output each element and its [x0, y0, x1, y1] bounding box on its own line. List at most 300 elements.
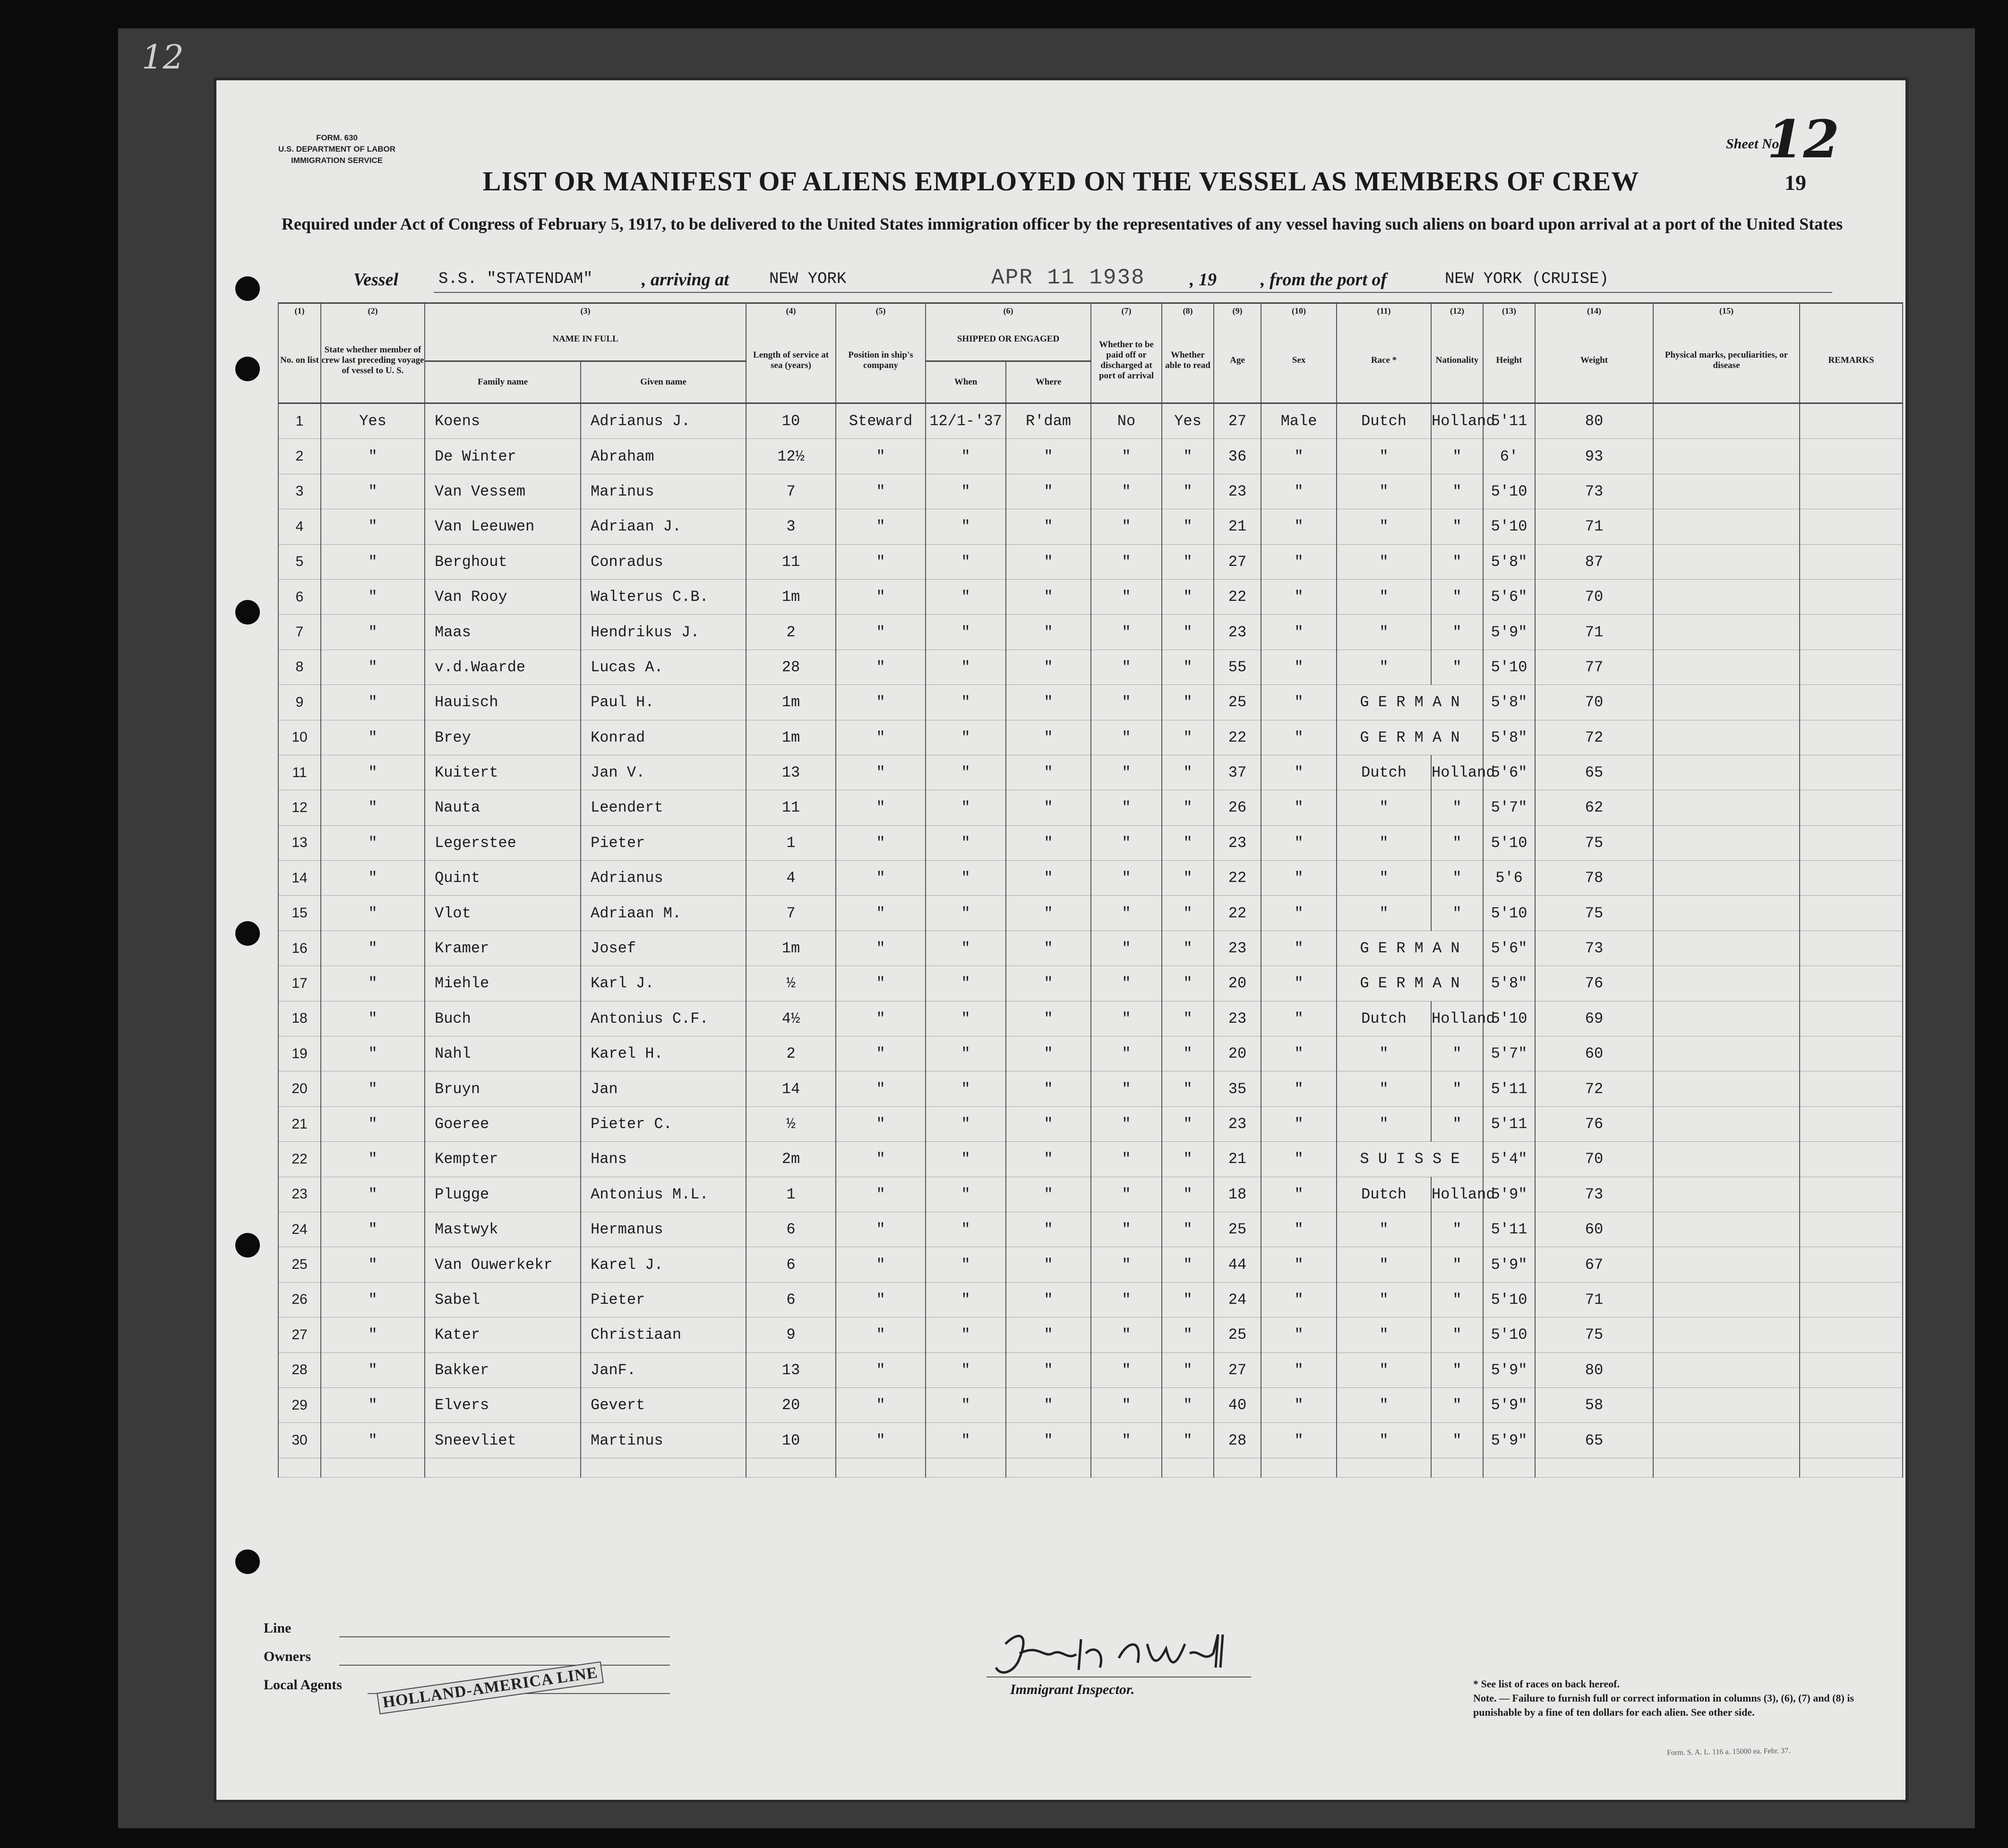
- cell-given-name: Adrianus: [581, 861, 746, 896]
- cell-race: ": [1337, 509, 1431, 544]
- cell-paid-off: ": [1091, 1352, 1162, 1387]
- cell-able-to-read: ": [1162, 966, 1214, 1001]
- cell-physical-marks: [1653, 1423, 1800, 1458]
- cell-age: 23: [1214, 474, 1261, 509]
- cell-member-last-voyage: ": [321, 861, 425, 896]
- cell-given-name: Adriaan M.: [581, 896, 746, 931]
- cell-race: ": [1337, 1352, 1431, 1387]
- punch-hole: [235, 600, 260, 625]
- cell-sex: ": [1261, 1177, 1337, 1212]
- cell-given-name: Martinus: [581, 1423, 746, 1458]
- cell-family-name: Koens: [425, 403, 581, 439]
- header-physical-marks: Physical marks, peculiarities, or disease: [1653, 318, 1800, 403]
- col-num: (10): [1261, 303, 1337, 318]
- cell-nationality: ": [1431, 1212, 1483, 1247]
- cell-race: Dutch: [1337, 755, 1431, 790]
- cell-nationality: ": [1431, 544, 1483, 579]
- local-agents-label: Local Agents: [264, 1677, 342, 1693]
- cell-shipped-when: ": [926, 1212, 1006, 1247]
- cell-given-name: Conradus: [581, 544, 746, 579]
- header-sex: Sex: [1261, 318, 1337, 403]
- cell-paid-off: ": [1091, 1212, 1162, 1247]
- cell-height: 5'8": [1483, 544, 1535, 579]
- cell-member-last-voyage: ": [321, 966, 425, 1001]
- cell-position: ": [836, 966, 926, 1001]
- cell-shipped-where: ": [1006, 790, 1091, 825]
- cell-paid-off: ": [1091, 1423, 1162, 1458]
- cell-race: G E R M A N: [1337, 966, 1483, 1001]
- table-row: [278, 403, 1903, 439]
- cell-given-name: Walterus C.B.: [581, 579, 746, 614]
- cell-race: Dutch: [1337, 1001, 1431, 1036]
- cell-race: ": [1337, 861, 1431, 896]
- cell-position: ": [836, 474, 926, 509]
- cell-able-to-read: ": [1162, 650, 1214, 684]
- cell-position: ": [836, 1318, 926, 1352]
- cell-length-of-service: 11: [746, 544, 836, 579]
- arriving-port: NEW YORK: [769, 270, 847, 288]
- blank-row: [278, 1458, 1903, 1477]
- cell-family-name: Van Ouwerkekr: [425, 1247, 581, 1282]
- cell-sex: ": [1261, 1247, 1337, 1282]
- cell-height: 5'10: [1483, 825, 1535, 860]
- cell-remarks: [1800, 579, 1903, 614]
- cell-member-last-voyage: ": [321, 755, 425, 790]
- cell-length-of-service: 2m: [746, 1142, 836, 1177]
- cell-height: 5'9": [1483, 1177, 1535, 1212]
- cell-height: 5'9": [1483, 1387, 1535, 1422]
- cell-member-last-voyage: ": [321, 1387, 425, 1422]
- cell-shipped-where: ": [1006, 474, 1091, 509]
- cell-age: 23: [1214, 931, 1261, 966]
- cell-sex: Male: [1261, 403, 1337, 439]
- cell-family-name: Goeree: [425, 1106, 581, 1141]
- cell-remarks: [1800, 1212, 1903, 1247]
- cell-race: ": [1337, 1036, 1431, 1071]
- table-row: [278, 896, 1903, 931]
- cell-physical-marks: [1653, 1247, 1800, 1282]
- cell-weight: 60: [1535, 1036, 1653, 1071]
- cell-member-last-voyage: ": [321, 1071, 425, 1106]
- cell-race: ": [1337, 825, 1431, 860]
- punch-hole: [235, 276, 260, 301]
- cell-family-name: Mastwyk: [425, 1212, 581, 1247]
- cell-row-number: 28: [278, 1352, 321, 1387]
- cell-shipped-when: ": [926, 1282, 1006, 1317]
- cell-shipped-where: ": [1006, 1423, 1091, 1458]
- cell-length-of-service: 1: [746, 825, 836, 860]
- cell-race: ": [1337, 544, 1431, 579]
- cell-sex: ": [1261, 650, 1337, 684]
- cell-physical-marks: [1653, 896, 1800, 931]
- cell-given-name: Karel J.: [581, 1247, 746, 1282]
- cell-physical-marks: [1653, 1177, 1800, 1212]
- blank-cell: [1261, 1458, 1337, 1477]
- table-row: [278, 685, 1903, 720]
- cell-paid-off: ": [1091, 474, 1162, 509]
- table-row: [278, 1142, 1903, 1177]
- cell-physical-marks: [1653, 474, 1800, 509]
- table-row: [278, 474, 1903, 509]
- cell-length-of-service: 2: [746, 615, 836, 650]
- cell-shipped-where: ": [1006, 650, 1091, 684]
- cell-age: 21: [1214, 509, 1261, 544]
- cell-race: ": [1337, 1423, 1431, 1458]
- cell-race: ": [1337, 1212, 1431, 1247]
- cell-physical-marks: [1653, 1282, 1800, 1317]
- cell-length-of-service: 28: [746, 650, 836, 684]
- col-num: (5): [836, 303, 926, 318]
- cell-member-last-voyage: ": [321, 896, 425, 931]
- cell-family-name: Elvers: [425, 1387, 581, 1422]
- cell-sex: ": [1261, 1352, 1337, 1387]
- cell-given-name: JanF.: [581, 1352, 746, 1387]
- cell-remarks: [1800, 896, 1903, 931]
- cell-nationality: ": [1431, 1318, 1483, 1352]
- cell-height: 5'10: [1483, 1282, 1535, 1317]
- cell-height: 5'9": [1483, 1352, 1535, 1387]
- form-number: FORM. 630: [316, 133, 358, 142]
- cell-shipped-where: ": [1006, 1318, 1091, 1352]
- cell-weight: 78: [1535, 861, 1653, 896]
- cell-shipped-when: ": [926, 755, 1006, 790]
- cell-weight: 75: [1535, 896, 1653, 931]
- cell-physical-marks: [1653, 720, 1800, 755]
- cell-shipped-when: ": [926, 1318, 1006, 1352]
- cell-member-last-voyage: Yes: [321, 403, 425, 439]
- cell-remarks: [1800, 509, 1903, 544]
- cell-sex: ": [1261, 509, 1337, 544]
- cell-paid-off: ": [1091, 1387, 1162, 1422]
- table-row: [278, 544, 1903, 579]
- cell-weight: 93: [1535, 439, 1653, 474]
- cell-physical-marks: [1653, 439, 1800, 474]
- cell-weight: 72: [1535, 720, 1653, 755]
- cell-given-name: Antonius M.L.: [581, 1177, 746, 1212]
- cell-shipped-when: ": [926, 1247, 1006, 1282]
- cell-sex: ": [1261, 1318, 1337, 1352]
- cell-shipped-where: ": [1006, 1387, 1091, 1422]
- cell-given-name: Paul H.: [581, 685, 746, 720]
- table-row: [278, 825, 1903, 860]
- cell-able-to-read: ": [1162, 544, 1214, 579]
- cell-paid-off: ": [1091, 790, 1162, 825]
- cell-physical-marks: [1653, 403, 1800, 439]
- cell-remarks: [1800, 861, 1903, 896]
- cell-weight: 75: [1535, 825, 1653, 860]
- cell-height: 5'6": [1483, 755, 1535, 790]
- cell-able-to-read: ": [1162, 1387, 1214, 1422]
- cell-given-name: Karl J.: [581, 966, 746, 1001]
- cell-shipped-when: ": [926, 474, 1006, 509]
- punch-hole: [235, 1549, 260, 1574]
- cell-physical-marks: [1653, 1318, 1800, 1352]
- cell-sex: ": [1261, 861, 1337, 896]
- cell-row-number: 24: [278, 1212, 321, 1247]
- cell-member-last-voyage: ": [321, 1142, 425, 1177]
- table-row: [278, 1036, 1903, 1071]
- cell-length-of-service: 10: [746, 1423, 836, 1458]
- table-row: [278, 931, 1903, 966]
- from-label: , from the port of: [1261, 270, 1387, 290]
- cell-member-last-voyage: ": [321, 579, 425, 614]
- cell-age: 18: [1214, 1177, 1261, 1212]
- cell-sex: ": [1261, 1036, 1337, 1071]
- cell-height: 5'6": [1483, 931, 1535, 966]
- cell-nationality: ": [1431, 1106, 1483, 1141]
- table-row: [278, 1352, 1903, 1387]
- cell-shipped-when: ": [926, 544, 1006, 579]
- cell-height: 5'10: [1483, 509, 1535, 544]
- cell-given-name: Hermanus: [581, 1212, 746, 1247]
- cell-race: G E R M A N: [1337, 931, 1483, 966]
- cell-sex: ": [1261, 685, 1337, 720]
- cell-given-name: Pieter: [581, 825, 746, 860]
- cell-shipped-where: ": [1006, 1071, 1091, 1106]
- cell-age: 26: [1214, 790, 1261, 825]
- cell-physical-marks: [1653, 650, 1800, 684]
- cell-weight: 71: [1535, 1282, 1653, 1317]
- cell-age: 20: [1214, 966, 1261, 1001]
- cell-physical-marks: [1653, 685, 1800, 720]
- cell-family-name: Vlot: [425, 896, 581, 931]
- cell-length-of-service: 6: [746, 1212, 836, 1247]
- cell-weight: 77: [1535, 650, 1653, 684]
- cell-age: 55: [1214, 650, 1261, 684]
- header-paid-off: Whether to be paid off or discharged at port of arrival: [1091, 318, 1162, 403]
- cell-shipped-when: ": [926, 650, 1006, 684]
- cell-row-number: 1: [278, 403, 321, 439]
- page-title: LIST OR MANIFEST OF ALIENS EMPLOYED ON THE VESSEL AS MEMBERS OF CREW: [482, 166, 1639, 197]
- col-num-remarks: [1800, 303, 1903, 318]
- cell-race: G E R M A N: [1337, 720, 1483, 755]
- table-row: [278, 790, 1903, 825]
- cell-shipped-when: ": [926, 896, 1006, 931]
- cell-row-number: 7: [278, 615, 321, 650]
- cell-nationality: ": [1431, 861, 1483, 896]
- cell-shipped-where: ": [1006, 931, 1091, 966]
- cell-length-of-service: 1m: [746, 579, 836, 614]
- cell-remarks: [1800, 720, 1903, 755]
- cell-weight: 76: [1535, 1106, 1653, 1141]
- cell-given-name: Pieter C.: [581, 1106, 746, 1141]
- cell-sex: ": [1261, 615, 1337, 650]
- cell-physical-marks: [1653, 931, 1800, 966]
- cell-paid-off: ": [1091, 1318, 1162, 1352]
- cell-remarks: [1800, 474, 1903, 509]
- cell-paid-off: ": [1091, 931, 1162, 966]
- cell-member-last-voyage: ": [321, 1036, 425, 1071]
- cell-race: ": [1337, 1318, 1431, 1352]
- cell-height: 5'11: [1483, 1071, 1535, 1106]
- cell-race: ": [1337, 1106, 1431, 1141]
- cell-position: ": [836, 1001, 926, 1036]
- cell-able-to-read: ": [1162, 579, 1214, 614]
- cell-nationality: ": [1431, 509, 1483, 544]
- cell-age: 27: [1214, 403, 1261, 439]
- cell-row-number: 6: [278, 579, 321, 614]
- cell-position: ": [836, 579, 926, 614]
- note-penalty: Note. — Failure to furnish full or correct information in columns (3), (6), (7) and (8) is punishable by a fine of ten dollars for each alien. See other side.: [1473, 1692, 1854, 1718]
- cell-family-name: Van Leeuwen: [425, 509, 581, 544]
- cell-physical-marks: [1653, 1387, 1800, 1422]
- inspector-label: Immigrant Inspector.: [1010, 1682, 1135, 1697]
- cell-row-number: 17: [278, 966, 321, 1001]
- cell-paid-off: ": [1091, 720, 1162, 755]
- cell-nationality: ": [1431, 896, 1483, 931]
- cell-able-to-read: ": [1162, 1282, 1214, 1317]
- cell-position: ": [836, 439, 926, 474]
- cell-remarks: [1800, 615, 1903, 650]
- cell-age: 35: [1214, 1071, 1261, 1106]
- cell-sex: ": [1261, 966, 1337, 1001]
- cell-shipped-where: ": [1006, 861, 1091, 896]
- cell-age: 22: [1214, 579, 1261, 614]
- year-prefix: 19: [1785, 171, 1806, 195]
- cell-able-to-read: ": [1162, 615, 1214, 650]
- cell-weight: 73: [1535, 474, 1653, 509]
- cell-paid-off: ": [1091, 1106, 1162, 1141]
- corner-handwritten-note: 12: [142, 38, 184, 77]
- cell-paid-off: ": [1091, 579, 1162, 614]
- header-race: Race *: [1337, 318, 1431, 403]
- blank-cell: [1214, 1458, 1261, 1477]
- cell-shipped-where: ": [1006, 509, 1091, 544]
- cell-height: 5'8": [1483, 685, 1535, 720]
- cell-shipped-when: ": [926, 1106, 1006, 1141]
- cell-family-name: Quint: [425, 861, 581, 896]
- table-row: [278, 650, 1903, 684]
- cell-able-to-read: ": [1162, 474, 1214, 509]
- cell-remarks: [1800, 1071, 1903, 1106]
- cell-nationality: Holland: [1431, 1001, 1483, 1036]
- cell-nationality: ": [1431, 1071, 1483, 1106]
- cell-remarks: [1800, 403, 1903, 439]
- cell-age: 27: [1214, 544, 1261, 579]
- table-row: [278, 720, 1903, 755]
- cell-nationality: ": [1431, 1036, 1483, 1071]
- cell-row-number: 19: [278, 1036, 321, 1071]
- cell-member-last-voyage: ": [321, 931, 425, 966]
- cell-able-to-read: ": [1162, 1106, 1214, 1141]
- cell-age: 25: [1214, 1318, 1261, 1352]
- cell-member-last-voyage: ": [321, 720, 425, 755]
- cell-length-of-service: 9: [746, 1318, 836, 1352]
- cell-height: 5'9": [1483, 1247, 1535, 1282]
- cell-physical-marks: [1653, 579, 1800, 614]
- cell-row-number: 3: [278, 474, 321, 509]
- cell-physical-marks: [1653, 1036, 1800, 1071]
- cell-shipped-where: ": [1006, 544, 1091, 579]
- header-row-1: [278, 318, 1903, 361]
- line-label: Line: [264, 1620, 292, 1636]
- header-position: Position in ship's company: [836, 318, 926, 403]
- cell-member-last-voyage: ": [321, 1001, 425, 1036]
- footer-note: [1473, 1677, 1879, 1720]
- cell-member-last-voyage: ": [321, 1423, 425, 1458]
- manifest-sheet: [216, 80, 1905, 1800]
- cell-able-to-read: ": [1162, 1142, 1214, 1177]
- cell-shipped-when: ": [926, 825, 1006, 860]
- cell-race: S U I S S E: [1337, 1142, 1483, 1177]
- cell-race: ": [1337, 474, 1431, 509]
- cell-age: 40: [1214, 1387, 1261, 1422]
- cell-length-of-service: 13: [746, 755, 836, 790]
- cell-family-name: Buch: [425, 1001, 581, 1036]
- cell-race: ": [1337, 790, 1431, 825]
- cell-given-name: Adriaan J.: [581, 509, 746, 544]
- cell-able-to-read: ": [1162, 685, 1214, 720]
- cell-race: ": [1337, 439, 1431, 474]
- cell-weight: 62: [1535, 790, 1653, 825]
- form-service: IMMIGRATION SERVICE: [291, 156, 383, 165]
- cell-sex: ": [1261, 1071, 1337, 1106]
- cell-nationality: ": [1431, 615, 1483, 650]
- cell-weight: 65: [1535, 1423, 1653, 1458]
- table-row: [278, 579, 1903, 614]
- form-department: U.S. DEPARTMENT OF LABOR: [278, 145, 396, 154]
- cell-paid-off: ": [1091, 1001, 1162, 1036]
- cell-length-of-service: 1m: [746, 720, 836, 755]
- table-row: [278, 1247, 1903, 1282]
- cell-weight: 75: [1535, 1318, 1653, 1352]
- cell-physical-marks: [1653, 615, 1800, 650]
- cell-shipped-where: ": [1006, 896, 1091, 931]
- cell-member-last-voyage: ": [321, 1282, 425, 1317]
- cell-nationality: ": [1431, 1387, 1483, 1422]
- cell-physical-marks: [1653, 1212, 1800, 1247]
- cell-nationality: ": [1431, 650, 1483, 684]
- cell-family-name: Plugge: [425, 1177, 581, 1212]
- cell-remarks: [1800, 1423, 1903, 1458]
- cell-family-name: Legerstee: [425, 825, 581, 860]
- cell-remarks: [1800, 544, 1903, 579]
- table-row: [278, 966, 1903, 1001]
- cell-position: ": [836, 861, 926, 896]
- cell-able-to-read: ": [1162, 931, 1214, 966]
- cell-weight: 70: [1535, 685, 1653, 720]
- cell-paid-off: ": [1091, 896, 1162, 931]
- header-height: Height: [1483, 318, 1535, 403]
- cell-member-last-voyage: ": [321, 1106, 425, 1141]
- cell-able-to-read: ": [1162, 1036, 1214, 1071]
- cell-height: 5'9": [1483, 1423, 1535, 1458]
- cell-length-of-service: 7: [746, 896, 836, 931]
- cell-age: 24: [1214, 1282, 1261, 1317]
- header-shipped-or-engaged: SHIPPED OR ENGAGED: [926, 318, 1091, 361]
- cell-shipped-where: ": [1006, 1352, 1091, 1387]
- cell-length-of-service: 4: [746, 861, 836, 896]
- cell-length-of-service: ½: [746, 1106, 836, 1141]
- cell-physical-marks: [1653, 1001, 1800, 1036]
- cell-nationality: ": [1431, 474, 1483, 509]
- col-num: (7): [1091, 303, 1162, 318]
- cell-length-of-service: 10: [746, 403, 836, 439]
- form-code: Form. S. A. L. 116 a. 15000 ea. Febr. 37.: [1666, 1746, 1791, 1757]
- cell-row-number: 5: [278, 544, 321, 579]
- table-row: [278, 1212, 1903, 1247]
- cell-length-of-service: 3: [746, 509, 836, 544]
- cell-length-of-service: 20: [746, 1387, 836, 1422]
- cell-member-last-voyage: ": [321, 1318, 425, 1352]
- cell-member-last-voyage: ": [321, 790, 425, 825]
- header-given-name: Given name: [581, 361, 746, 403]
- cell-row-number: 8: [278, 650, 321, 684]
- cell-weight: 58: [1535, 1387, 1653, 1422]
- cell-able-to-read: ": [1162, 861, 1214, 896]
- header-name-in-full: NAME IN FULL: [425, 318, 746, 361]
- cell-length-of-service: 6: [746, 1282, 836, 1317]
